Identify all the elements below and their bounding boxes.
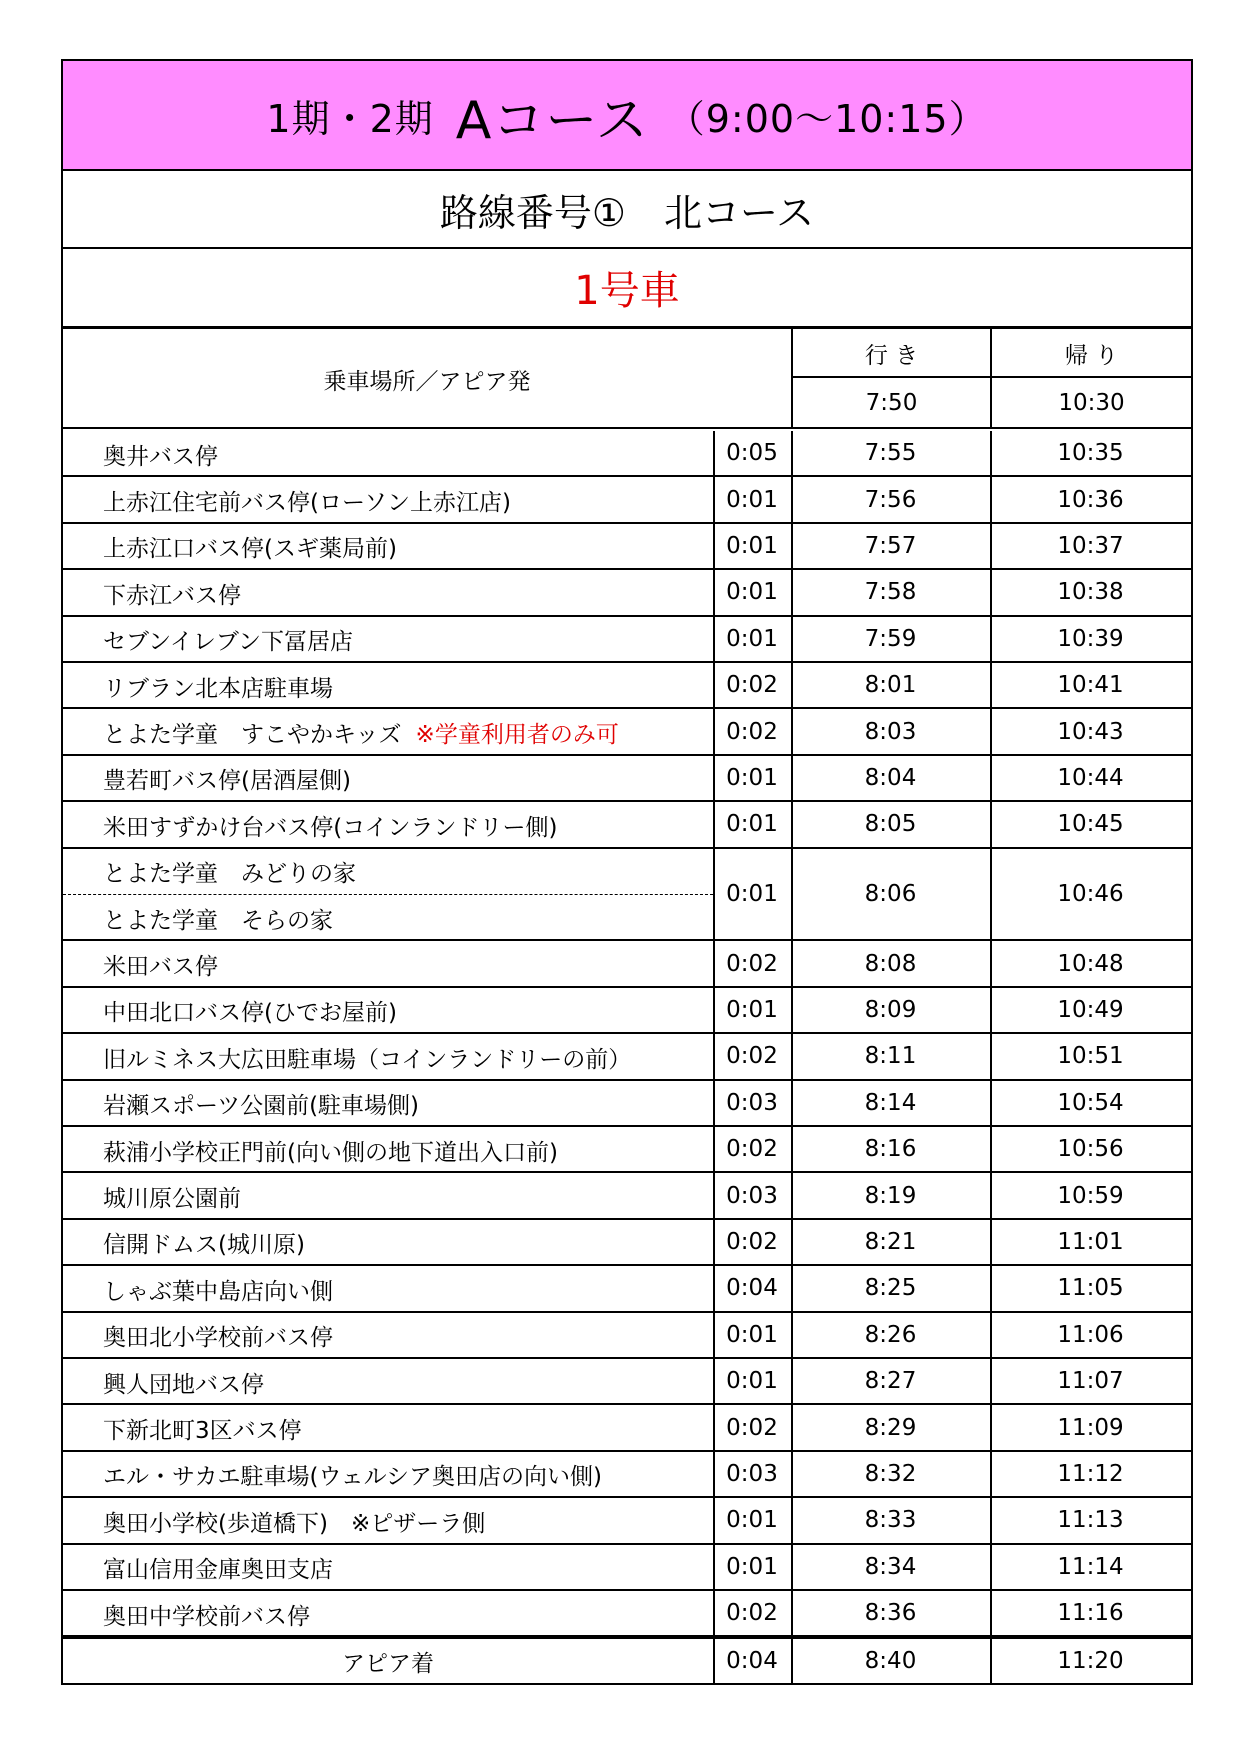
boarding-header: 乗車場所／アピア発 (323, 368, 531, 395)
interval-cell: 0:01 (726, 1321, 778, 1348)
interval-cell: 0:03 (726, 1182, 778, 1209)
stop-name: とよた学童 そらの家 (103, 907, 333, 934)
table-row (63, 1173, 1191, 1219)
arrival-label: アピア着 (342, 1650, 434, 1677)
return-time-cell: 10:49 (1057, 996, 1124, 1023)
outbound-time-cell: 8:33 (864, 1507, 917, 1534)
stop-name: 岩瀬スポーツ公園前(駐車場側) (103, 1093, 420, 1120)
table-row (63, 1359, 1191, 1405)
return-time-cell: 10:45 (1057, 811, 1124, 838)
outbound-time-cell: 8:34 (864, 1553, 917, 1580)
table-row (63, 1313, 1191, 1359)
stop-name: 中田北口バス停(ひでお屋前) (103, 1000, 397, 1027)
interval-cell: 0:01 (726, 1368, 778, 1395)
timetable-sheet (61, 59, 1193, 1685)
outbound-time-cell: 8:06 (864, 880, 917, 907)
outbound-header: 行 き (864, 342, 919, 369)
stop-name: 豊若町バス停(居酒屋側) (103, 768, 351, 795)
return-time-cell: 11:13 (1057, 1507, 1124, 1534)
table-row (63, 1452, 1191, 1498)
return-header: 帰 り (1064, 342, 1119, 369)
interval-cell: 0:02 (726, 1600, 778, 1627)
course-title (63, 61, 1191, 171)
table-row (63, 663, 1191, 709)
outbound-time-cell: 7:55 (864, 440, 917, 467)
return-time-cell: 11:12 (1057, 1460, 1124, 1487)
table-row (63, 477, 1191, 523)
return-time-cell: 10:59 (1057, 1182, 1124, 1209)
interval-cell: 0:02 (726, 1136, 778, 1163)
outbound-time-cell: 8:25 (864, 1275, 917, 1302)
return-time-cell: 10:38 (1057, 579, 1124, 606)
table-row (63, 570, 1191, 616)
interval-cell: 0:04 (726, 1648, 778, 1675)
table-row (63, 1498, 1191, 1544)
outbound-time-cell: 8:26 (864, 1321, 917, 1348)
table-row (63, 1266, 1191, 1312)
stop-name: 奥田小学校(歩道橋下) ※ピザーラ側 (103, 1510, 486, 1537)
return-time-cell: 10:43 (1057, 718, 1124, 745)
stop-name: 信開ドムス(城川原) (103, 1232, 305, 1259)
interval-cell: 0:02 (726, 1414, 778, 1441)
stop-name: 米田すずかけ台バス停(コインランドリー側) (103, 814, 558, 841)
outbound-time-cell: 7:58 (864, 579, 917, 606)
interval-cell: 0:01 (726, 764, 778, 791)
stop-name: とよた学童 みどりの家 (103, 861, 356, 888)
return-time-cell: 11:14 (1057, 1553, 1124, 1580)
return-depart-time: 10:30 (1058, 390, 1125, 416)
return-time-cell: 10:44 (1057, 764, 1124, 791)
interval-cell: 0:04 (726, 1275, 778, 1302)
table-row (63, 1545, 1191, 1591)
car-title: 1号車 (63, 249, 1191, 329)
interval-cell: 0:01 (726, 532, 778, 559)
outbound-time-cell: 8:14 (864, 1089, 917, 1116)
outbound-depart-time: 7:50 (865, 390, 918, 416)
table-row (63, 431, 1191, 477)
table-row (63, 1081, 1191, 1127)
interval-cell: 0:02 (726, 718, 778, 745)
time-range-label: （9:00～10:15） (666, 96, 988, 141)
interval-cell: 0:03 (726, 1089, 778, 1116)
interval-cell: 0:01 (726, 880, 778, 907)
period-label: 1期・2期 (266, 96, 434, 141)
outbound-time-cell: 7:57 (864, 532, 917, 559)
outbound-time-cell: 8:32 (864, 1460, 917, 1487)
return-time-cell: 11:20 (1057, 1648, 1124, 1675)
interval-cell: 0:02 (726, 672, 778, 699)
stop-name: エル・サカエ駐車場(ウェルシア奥田店の向い側) (103, 1464, 602, 1491)
table-header (63, 329, 1191, 429)
stop-name: 下赤江バス停 (103, 582, 241, 609)
table-row (63, 1591, 1191, 1637)
table-row (63, 524, 1191, 570)
table-row (63, 756, 1191, 802)
return-time-cell: 11:06 (1057, 1321, 1124, 1348)
stop-name: 城川原公園前 (103, 1186, 241, 1213)
table-row (63, 1220, 1191, 1266)
interval-cell: 0:01 (726, 486, 778, 513)
return-time-cell: 11:07 (1057, 1368, 1124, 1395)
interval-cell: 0:01 (726, 996, 778, 1023)
stop-name: 萩浦小学校正門前(向い側の地下道出入口前) (103, 1139, 558, 1166)
return-time-cell: 11:09 (1057, 1414, 1124, 1441)
return-time-cell: 10:54 (1057, 1089, 1124, 1116)
outbound-time-cell: 8:29 (864, 1414, 917, 1441)
outbound-time-cell: 8:09 (864, 996, 917, 1023)
stop-name: 旧ルミネス大広田駐車場（コインランドリーの前） (103, 1046, 632, 1073)
return-time-cell: 10:48 (1057, 950, 1124, 977)
stop-name: 上赤江口バス停(スギ薬局前) (103, 536, 397, 563)
return-time-cell: 11:05 (1057, 1275, 1124, 1302)
return-time-cell: 10:41 (1057, 672, 1124, 699)
outbound-time-cell: 8:19 (864, 1182, 917, 1209)
interval-cell: 0:05 (726, 440, 778, 467)
interval-cell: 0:03 (726, 1460, 778, 1487)
interval-cell: 0:01 (726, 1553, 778, 1580)
stop-name: 富山信用金庫奥田支店 (103, 1557, 333, 1584)
return-time-cell: 10:37 (1057, 532, 1124, 559)
route-title: 路線番号① 北コース (63, 171, 1191, 249)
interval-cell: 0:01 (726, 625, 778, 652)
table-row (63, 1034, 1191, 1080)
outbound-time-cell: 8:03 (864, 718, 917, 745)
table-row (63, 988, 1191, 1034)
stop-name: 奥井バス停 (103, 443, 218, 470)
return-time-cell: 10:51 (1057, 1043, 1124, 1070)
stop-name: 上赤江住宅前バス停(ローソン上赤江店) (103, 490, 512, 517)
outbound-time-cell: 7:56 (864, 486, 917, 513)
interval-cell: 0:02 (726, 1043, 778, 1070)
interval-cell: 0:02 (726, 1228, 778, 1255)
outbound-time-cell: 8:01 (864, 672, 917, 699)
stop-note: ※学童利用者のみ可 (415, 722, 619, 749)
outbound-time-cell: 8:16 (864, 1136, 917, 1163)
return-time-cell: 10:39 (1057, 625, 1124, 652)
stop-name: 興人団地バス停 (103, 1371, 264, 1398)
table-row (63, 941, 1191, 987)
table-row (63, 849, 1191, 942)
table-row (63, 802, 1191, 848)
stop-name: 米田バス停 (103, 954, 218, 981)
return-time-cell: 11:01 (1057, 1228, 1124, 1255)
table-row (63, 1127, 1191, 1173)
arrival-row (63, 1637, 1191, 1683)
outbound-time-cell: 8:21 (864, 1228, 917, 1255)
interval-cell: 0:02 (726, 950, 778, 977)
outbound-time-cell: 8:27 (864, 1368, 917, 1395)
interval-cell: 0:01 (726, 1507, 778, 1534)
stop-name: 奥田中学校前バス停 (103, 1603, 310, 1630)
stop-name: 下新北町3区バス停 (103, 1418, 302, 1445)
outbound-time-cell: 8:11 (864, 1043, 917, 1070)
table-row (63, 617, 1191, 663)
outbound-time-cell: 7:59 (864, 625, 917, 652)
stop-name: セブンイレブン下冨居店 (103, 629, 354, 656)
stop-name: 奥田北小学校前バス停 (103, 1325, 333, 1352)
table-row (63, 709, 1191, 755)
stop-name: リブラン北本店駐車場 (103, 675, 333, 702)
interval-cell: 0:01 (726, 811, 778, 838)
return-time-cell: 11:16 (1057, 1600, 1124, 1627)
return-time-cell: 10:46 (1057, 880, 1124, 907)
return-time-cell: 10:56 (1057, 1136, 1124, 1163)
outbound-time-cell: 8:05 (864, 811, 917, 838)
outbound-time-cell: 8:36 (864, 1600, 917, 1627)
stop-name: しゃぶ葉中島店向い側 (103, 1278, 333, 1305)
outbound-time-cell: 8:08 (864, 950, 917, 977)
course-label: Aコース (455, 90, 649, 151)
return-time-cell: 10:36 (1057, 486, 1124, 513)
return-time-cell: 10:35 (1057, 440, 1124, 467)
interval-cell: 0:01 (726, 579, 778, 606)
table-row (63, 1405, 1191, 1451)
outbound-time-cell: 8:40 (864, 1648, 917, 1675)
stop-name: とよた学童 すこやかキッズ ※学童利用者のみ可 (103, 709, 619, 755)
outbound-time-cell: 8:04 (864, 764, 917, 791)
